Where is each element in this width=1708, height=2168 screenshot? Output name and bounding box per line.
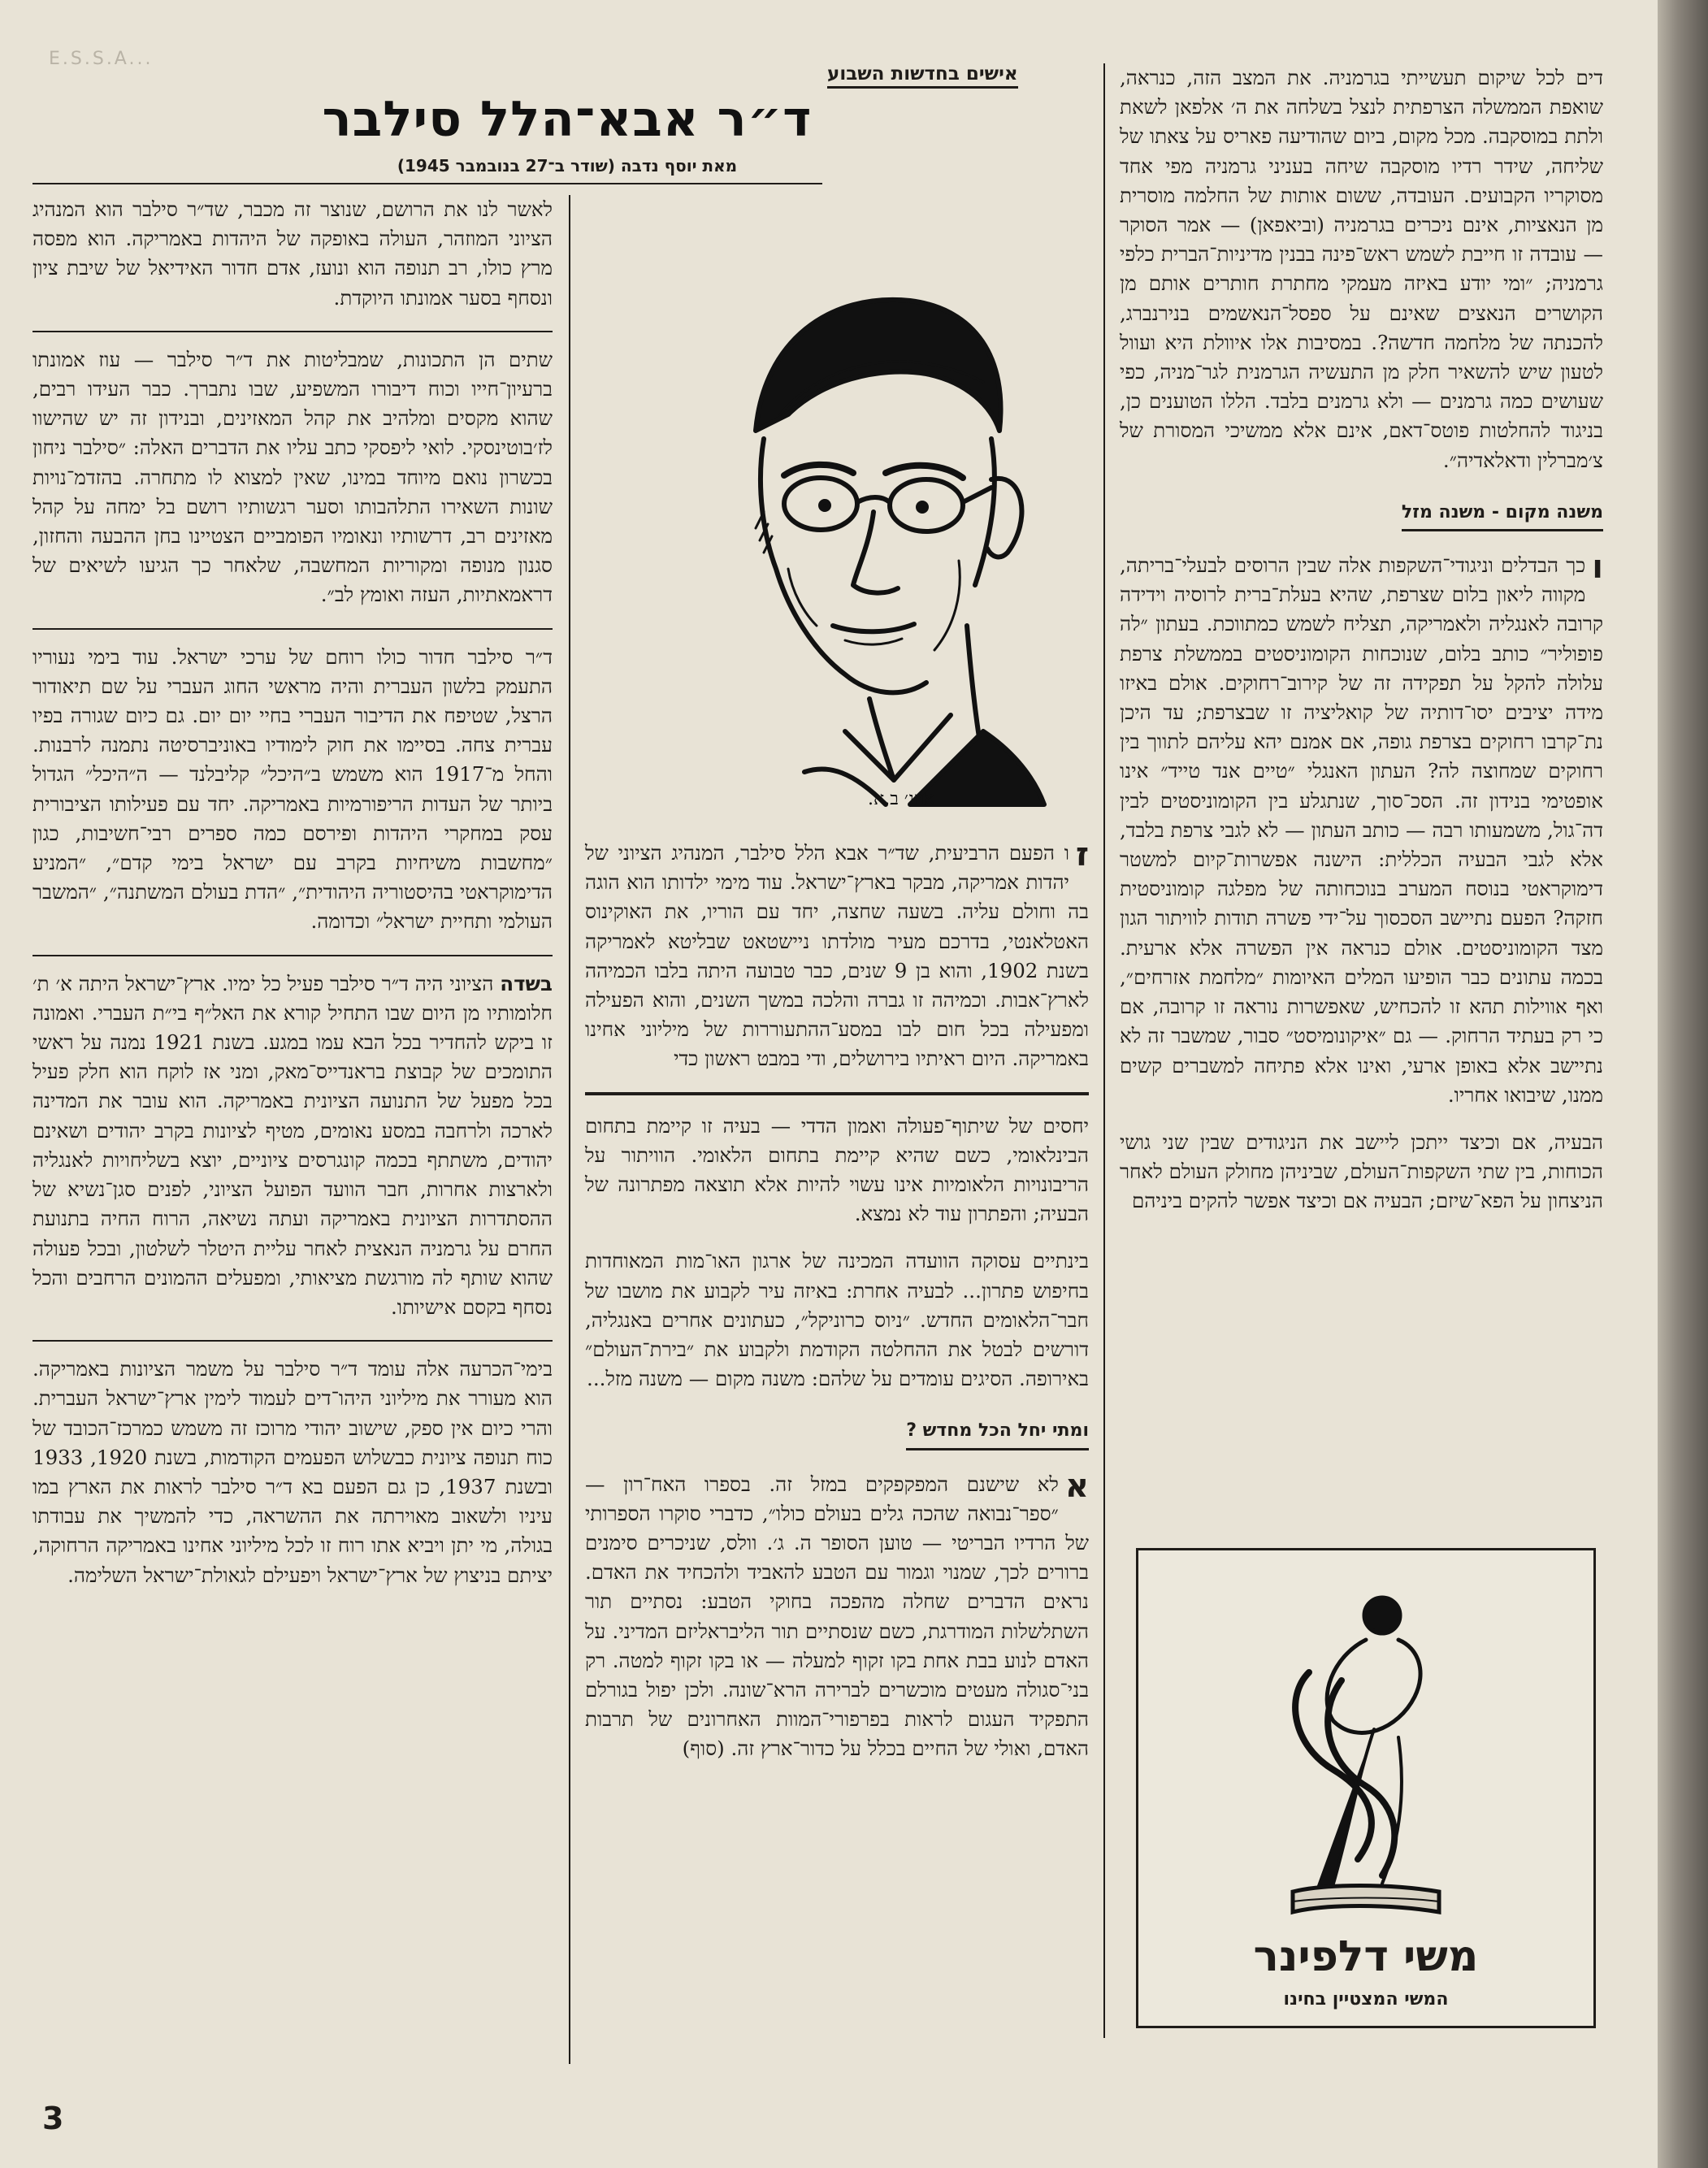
column-separator [569,195,570,2064]
left-paragraph-2: שתים הן התכונות, שמבליטות את ד״ר סילבר — עוז אמונתו ברעיון־חייו וכוח דיבורו המשפיע, שבו נתברך. כבר העידו רבים, שהוא מקסים ומלהיב את קהל המאזינים, ובנידון זה יש שהישוו לז׳בוטינסקי. לואי ליפסקי כתב עליו את הדברים האלה: ״סילבר ניחון בכשרון נואם מיוחד במינו, שאין למצוא לו מתחרה. בהזדמ־נויות שונות השאירו התלהבותו וסער רגשותיו רושם בל ימחה על קהל מאזינים רב, דרשותיו ונאומיו הפומביים הצטיינו בחן ההבעה והחזון, סגנון מנופה ומקוריות המחשבה, שלאחר כך הגיעו לשיאים של דראמאתיות, העזה ואומץ לב״. [33,347,553,607]
portrait-sketch [642,244,1048,813]
right-paragraph-3: הבעיה, אם וכיצד ייתכן ליישב את הניגודים שבין שני גושי הכוחות, בין שתי השקפות־העולם, שביניהן מחולק העולם לאחר הניצחון על הפא־שיזם; הבעיה אם וכיצד אפשר להקים ביניהם [1120,1130,1603,1213]
left-paragraph-1: לאשר לנו את הרושם, שנוצר זה מכבר, שד״ר סילבר הוא המנהיג הציוני המוזהר, העולה באופקה של היהדות באמריקה. הוא מפסה מרץ כולו, רב תנופה הוא ונועז, אדם חדור האידיאל של שיבת ציון ונסחף בסער אמונתו היוקדת. [33,197,553,310]
show-through-text: E.S.S.A... [49,49,154,69]
left-paragraph-3: ד״ר סילבר חדור כולו רוחם של ערכי ישראל. עוד בימי נעוריו התעמק בלשון העברית והיה מראשי החוג העברי על שם תיאודור הרצל, שטיפח את הדיבור העברי בחיי יום יום. גם כיום שגורה בפיו עברית צחה. בסיימו את חוק לימודיו באוניברסיטה נתמנה לרבנות. והחל מ־1917 הוא משמש ב״היכל״ קליבלנד — ה״היכל״ הגדול ביותר של העדות הריפורמיות באמריקה. יחד עם פעילותו הציבורית עסק במחקרי היהדות ופירסם כמה ספרים רבי־חשיבות, כגון ״מחשבות משיחיות בקרב עם ישראל בימי קדם״, ״המניע הדימוקראטי בהיסטוריה היהודית״, ״הדת בעולם המשתנה״, ״המשבר העולמי ותחיית ישראל״ וכדומה. [33,644,553,934]
paragraph-rule [33,331,553,332]
right-column [1120,63,1603,1234]
middle-paragraph-2: יחסים של שיתוף־פעולה ואמון הדדי — בעיה זו קיימת בתחום הבינלאומי, כשם שהיא קיימת בתחום הלאומי. הוויתור על הריבונויות הלאומיות אינו עשוי להיות אלא תוצאה מפתרונה של הבעיה; והפתרון עוד לא נמצא. [585,1113,1089,1226]
middle-paragraph-1: ז ו הפעם הרביעית, שד״ר אבא הלל סילבר, המנהיג הציוני של יהדות אמריקה, מבקר בארץ־ישראל. עוד מימי ילדותו הוא הוגה בה וחולם עליה. בשעה שחצה, יחד עם הוריו, את האוקינוס האטלאנטי, בדרכם מעיר מולדתו ניישטאט שבליטא לאמריקה בשנת 1902, והוא בן 9 שנים, כבר טבועה היתה בלבו הכמיהה לארץ־אבות. וכמיהה זו גברה והלכה במשך השנים, והוא הפעילה ומפעילה בכל חום לבו במסע־ההתעוררות של מיליוני אחינו באמריקה. היום ראיתיו בירושלים, ודי במבט ראשון כדי [585,836,1089,1071]
column-separator [1103,63,1105,2038]
running-head: אישים בחדשות השבוע [827,63,1018,89]
page-number: 3 [42,2101,64,2136]
column-rule [585,1092,1089,1095]
end-mark: (סוף) [682,1737,725,1761]
paragraph-rule [33,1340,553,1342]
paragraph-rule [33,628,553,630]
drop-cap: ז [1075,836,1089,874]
left-paragraph-5: בימי־הכרעה אלה עומד ד״ר סילבר על משמר הציונות באמריקה. הוא מעורר את מיליוני היהו־דים לעמוד לימין ארץ־ישראל העברית. והרי כיום אין ספק, שישוב יהודי מרוכז זה משמש כמרכז־הכובד של כוח תנופה ציונית כבשלוש הפעמים הקודמות, בשנת 1920, 1933 ובשנת 1937, כן גם הפעם בא ד״ר סילבר לראות את הארץ במו עיניו ולשאוב מאוירתה את ההשראה, כדי להמשיך את עבודתו בגולה, מי יתן ויביא אתו רוח זו לכל מיליוני אחינו באמריקה הרחוקה, יציתם בניצוץ של ארץ־ישראל ויפעילם לגאולת־ישראל השלימה. [33,1357,553,1587]
ad-slogan: המשי המצטיין בחינו [1283,1989,1449,2010]
paragraph-rule [33,955,553,956]
subhead-change-place: משנה מקום - משנה מזל [1402,498,1603,531]
drop-cap: ו [1592,549,1603,587]
drop-cap: א [1064,1467,1089,1505]
fabric-figure-illustration [1260,1583,1472,1924]
silk-advertisement [1136,1548,1596,2028]
ad-brand: משי דלפינר [1253,1932,1479,1981]
left-column [33,195,553,1608]
subhead-start-again: ומתי יחל הכל מחדש ? [906,1416,1089,1450]
portrait-signature: אוזנ׳ ב.א. [868,789,934,809]
page-binding-edge [1658,0,1708,2168]
middle-paragraph-3: בינתיים עסוקה הוועדה המכינה של ארגון האו־מות המאוחדות בחיפוש פתרון... לבעיה אחרת: באיזה עיר לקבוע את מושבו של חבר־הלאומים החדש. ״ניוס כרוניקל״, כעתונים אחרים באנגליה, דורשים לבטל את ההחלטה הקודמת ולקבוע את ״בירת־העולם״ באירופה. הסיגים עומדים על שלהם: משנה מקום — משנה מזל... [585,1249,1089,1391]
title-rule [33,183,822,184]
article-title: ד״ר אבא־הלל סילבר [322,91,813,148]
right-paragraph-1: דים לכל שיקום תעשייתי בגרמניה. את המצב הזה, כנראה, שואפת הממשלה הצרפתית לנצל בשלחה את ה׳ אלפאן לשאת ולתת במוסקבה. מכל מקום, ביום שהודיעה פאריס על צאתו של שליחה, שידר רדיו מוסקבה שיחה בעניני גרמניה מפי אחד מסוקריו הקבועים. העובדה, ששום אותות של החלמה מוסרית מן הנאציות, אינם ניכרים בגרמניה (וביאפאן) — אמר הסוקר — עובדה זו חייבת לשמש ראש־פינה בבנין מדיניות־הברית כלפי גרמניה; ״ומי יודע באיזה מעמקי מחתרת חותרים אותם מן הקושרים הנאצים שאינם על ספסל־הנאשמים בנירנברג, להכנתה של מלחמה חדשה?. במסיבות אלו איוולת היא ועוול לטעון שיש להשאיר חלק מן התעשיה הגרמנית לגר־מניה, כפי שעושים כמה גרמנים — ולא גרמנים בלבד. הללו הטוענים כן, בניגוד להחלטות פוטס־דאם, אינם אלא ממשיכי המסורת של צ׳מברלין ודאלאדיה״. [1120,66,1603,472]
left-paragraph-4: בשדה הציוני היה ד״ר סילבר פעיל כל ימיו. ארץ־ישראל היתה א׳ ת׳ חלומותיו מן היום שבו התחיל קורא את האל״ף בי״ת העברי. ואמונה זו ביקש להחדיר בכל הבא עמו במגע. בשנת 1921 נמנה על ראשי התומכים של קבוצת בראנדייס־מאק, ומני אז לוקח הוא חלק פעיל בכל מפעל של התנועה הציונית באמריקה. הוא עובר את המדינה לארכה ולרחבה במסע נאומים, מטיף לציונות בקרב יהודים ושאינם יהודים, משתתף בכמה קונגרסים ציוניים, יוצא בשליחויות לאנגליה ולארצות אחרות, חבר הוועד הפועל הציוני, לפנים סגן־נשיא של ההסתדרות הציונית באמריקה ועתה נשיאה, הרוח החיה בתנועת החרם על גרמניה הנאצית לאחר עליית היטלר לשלטון, ובכל פעולה שהוא שותף לה מורגשת מציאותי, ומפעלים ההמונים הרחבים והכל נסחף בקסם אישיותו. [33,971,553,1319]
right-paragraph-2: ו כך הבדלים וניגודי־השקפות אלה שבין הרוסים לבעלי־בריתה, מקווה ליאון בלום שצרפת, שהיא בעלת־ברית לרוסיה וידידה קרובה לאנגליה ולאמריקה, תצליח לשמש כמתווכת. בעתון ״לה פופוליר״ כותב בלום, שנוכחות הקומוניסטים בממשלת צרפת עלולה להקל על תפקידה זה של קירוב־רחוקים. אולם באיזו מידה יציבים יסו־דותיה של קואליציה זו שבצרפת; עד היכן נת־קרבו רחוקים בצרפת גופה, אם אמנם יהא עליהם לתווך בין רחוקים שמחוצה לה? העתון האנגלי ״טיים אנד טייד״ אינו אופטימי בנידון זה. הסכ־סוך, שנתגלע בין הקומוניסטים לבין דה־גול, משמעותו רבה — כותב העתון — לא לגבי צרפת בלבד, אלא לגבי הבעיה הכללית: הישנה אפשרות־קיום למשטר דימוקראטי בנוסח המערב בנוכחותה של מפלגה קומוניסטית חזקה? הפעם נתיישב הסכסוך על־ידי פשרה תודות לוויתור הגון מצד הקומוניסטים. אולם כנראה אין הפשרה אלא ארעית. בכמה עתונים כבר הופיעו המלים האיומות ״מלחמת אזרחים״, ואף אווילות תהא זו להכחיש, שאפשרות נוראה זו קרובה, אם כי רק בעתיד הרחוק. — גם ״איקונומיסט״ סבור, שמשבר זה לא נתיישב אלא באופן ארעי, ואינו אלא פתיחה למשברים קשים ממנו, שיבואו אחריו. [1120,549,1603,1107]
article-byline: מאת יוסף נדבה (שודר ב־27 בנובמבר 1945) [397,156,738,176]
middle-column [585,836,1089,1782]
middle-paragraph-4: א לא שישנם המפקפקים במזל זה. בספרו האח־רון — ״ספר־נבואה שהכה גלים בעולם כולו״, כדברי סוקרו הספרותי של הרדיו הבריטי — טוען הסופר ה. ג׳. וולס, שניכרים סימנים ברורים לכך, שמנוי וגמור עם הטבע להאביד ולהכחיד את האדם. נראים הדברים שחלה מהפכה בחוקי הטבע: נסתיים תור השתלשלות המודרגת, כשם שנסתיים תור הליבראליזם המדיני. על האדם לנוע בבת אחת בקו זקוף למעלה — או בקו זקוף למטה. רק בני־סגולה מעטים מוכשרים לברירה הרא־שונה. ולכן יפול בגורלם התפקיד העגום לראות בפרפורי־המוות האחרונים של תרבות האדם, ואולי של החיים בכלל על כדור־ארץ זה. (סוף) [585,1467,1089,1761]
